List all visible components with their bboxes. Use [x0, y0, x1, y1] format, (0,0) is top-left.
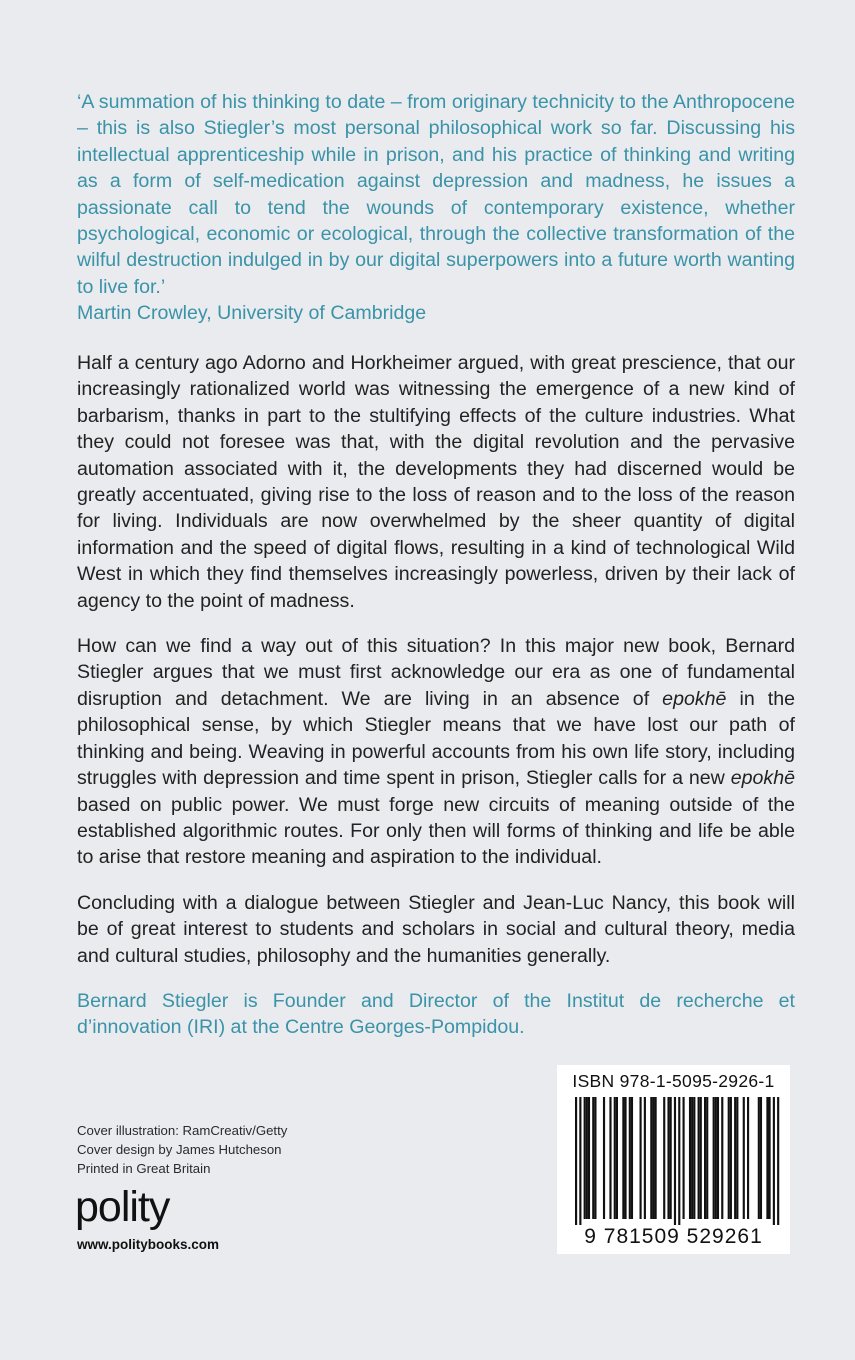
barcode-bar-30 [700, 1097, 702, 1219]
barcode-digits: 9 781509 529261 [584, 1225, 763, 1248]
barcode-bar-33 [713, 1097, 715, 1219]
barcode-bar-25 [683, 1097, 685, 1219]
barcode-bar-13 [629, 1097, 631, 1219]
printed-credit: Printed in Great Britain [77, 1161, 211, 1176]
barcode-bars [561, 1097, 786, 1225]
barcode-bar-9 [614, 1097, 616, 1219]
blurb-paragraph-3: Concluding with a dialogue between Stiegler and Jean-Luc Nancy, this book will be of great interest to students and scholars in social and cultural theory, media and cultural studies, philosophy and the humanities generally. [77, 891, 795, 967]
cover-credits [77, 1121, 287, 1178]
barcode-bar-28 [693, 1097, 695, 1219]
barcode-bar-23 [674, 1097, 676, 1225]
barcode-bar-21 [667, 1097, 669, 1219]
barcode-bar-38 [730, 1097, 732, 1219]
barcode-bar-11 [622, 1097, 624, 1219]
barcode-bar-39 [734, 1097, 736, 1219]
quote-text: ‘A summation of his thinking to date – from originary technicity to the Anthropocene – this is also Stiegler’s most personal philosophical work so far. Discussing his intellectual apprenticeship while in prison, and his practice of thinking and writing as a form of self-medication against depression and madness, he issues a passionate call to tend the wounds of contemporary existence, whether psychological, economic or ecological, through the collective transformation of the wilful destruction indulged in by our digital superpowers into a future worth wanting to live for.’ [77, 91, 795, 298]
barcode-bar-36 [721, 1097, 723, 1219]
author-bio: Bernard Stiegler is Founder and Director of the Institut de recherche et d’innovation (IRI) at the Centre Georges-Pompidou. [77, 989, 795, 1039]
epokhe-term: epokhē [662, 687, 727, 710]
barcode-bar-27 [691, 1097, 693, 1219]
barcode-bar-29 [698, 1097, 700, 1219]
barcode-bar-0 [575, 1097, 577, 1225]
barcode-bar-45 [766, 1097, 768, 1219]
barcode-bar-43 [758, 1097, 760, 1219]
barcode-bar-5 [592, 1097, 594, 1219]
barcode-bar-20 [663, 1097, 665, 1219]
blurb-paragraph-1: Half a century ago Adorno and Horkheimer argued, with great prescience, that our increasingly rationalized world was witnessing the emergence of a new kind of barbarism, thanks in part to the stultifying effects of the culture industries. What they could not foresee was that, with the digital revolution and the pervasive automation associated with it, the developments they had discerned would be greatly accentuated, giving rise to the loss of reason and to the loss of the reason for living. Individuals are now overwhelmed by the sheer quantity of digital information and the speed of digital flows, resulting in a kind of technological Wild West in which they find themselves increasingly powerless, driven by their lack of agency to the point of madness. [77, 352, 795, 612]
barcode-bar-7 [603, 1097, 605, 1219]
illustration-credit: Cover illustration: RamCreativ/Getty [77, 1123, 288, 1138]
barcode-bar-32 [706, 1097, 708, 1219]
barcode-bar-18 [652, 1097, 654, 1219]
barcode-bar-26 [689, 1097, 691, 1219]
barcode-bar-46 [769, 1097, 771, 1219]
epokhe-term: epokhē [730, 767, 795, 790]
barcode-bar-34 [715, 1097, 717, 1219]
barcode-bar-48 [777, 1097, 779, 1225]
isbn-label: ISBN 978-1-5095-2926-1 [572, 1071, 775, 1091]
barcode-bar-17 [650, 1097, 652, 1219]
publisher-website[interactable]: www.politybooks.com [77, 1237, 220, 1252]
barcode-bar-10 [616, 1097, 618, 1219]
endorsement-quote [77, 89, 795, 327]
quote-attribution: Martin Crowley, University of Cambridge [77, 302, 427, 325]
barcode-bar-37 [728, 1097, 730, 1219]
barcode-bar-19 [655, 1097, 657, 1219]
barcode-bar-15 [640, 1097, 642, 1219]
barcode-bar-40 [736, 1097, 738, 1219]
barcode-bar-31 [704, 1097, 706, 1219]
barcode-bar-14 [631, 1097, 633, 1219]
barcode-bar-47 [773, 1097, 775, 1225]
barcode-bar-2 [584, 1097, 586, 1219]
barcode-bar-35 [717, 1097, 719, 1219]
blurb-paragraph-2-part-b: in the philosophical sense, by which Stiegler means that we have lost our path of thinking and being. Weaving in powerful accounts from his own life story, including struggles with depression and time spent in prison, Stiegler calls for a new [77, 687, 795, 790]
polity-logo: polity [75, 1183, 170, 1231]
barcode-bar-42 [747, 1097, 749, 1219]
barcode-bar-24 [678, 1097, 680, 1225]
design-credit: Cover design by James Hutcheson [77, 1142, 282, 1157]
barcode-bar-16 [644, 1097, 646, 1219]
blurb-paragraph-2-part-c: based on public power. We must forge new circuits of meaning outside of the established algorithmic routes. For only then will forms of thinking and life be able to arise that restore meaning and aspiration to the individual. [77, 793, 795, 869]
barcode-bar-1 [579, 1097, 581, 1225]
barcode-bar-8 [609, 1097, 611, 1219]
barcode-bar-6 [594, 1097, 596, 1219]
barcode-bar-12 [624, 1097, 626, 1219]
barcode-bar-44 [760, 1097, 762, 1219]
barcode-bar-4 [588, 1097, 590, 1219]
barcode-bar-22 [670, 1097, 672, 1219]
blurb [77, 350, 795, 1060]
blurb-paragraph-2 [77, 633, 795, 871]
isbn-barcode [557, 1065, 790, 1254]
barcode-bar-41 [743, 1097, 745, 1219]
blurb-paragraph-2-part-a: How can we find a way out of this situation? In this major new book, Bernard Stiegler argues that we must first acknowledge our era as one of fundamental disruption and detachment. We are living in an absence of [77, 635, 795, 710]
barcode-bar-3 [586, 1097, 588, 1219]
